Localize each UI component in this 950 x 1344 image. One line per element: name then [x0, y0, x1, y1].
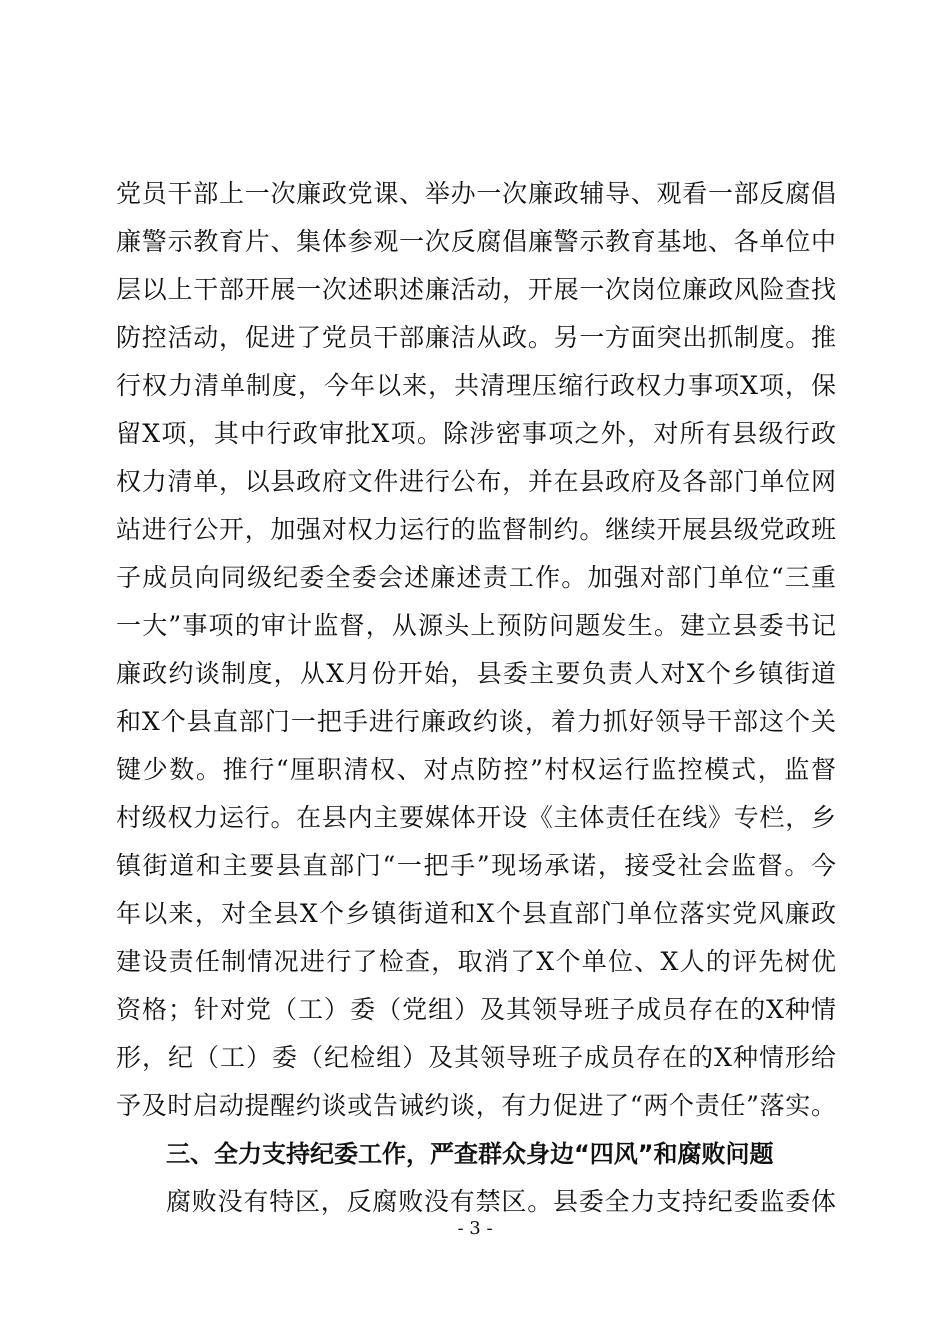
- body-text-line: 村级权力运行。在县内主要媒体开设《主体责任在线》专栏，乡: [116, 803, 836, 832]
- body-text-line: 资格；针对党（工）委（党组）及其领导班子成员存在的X种情: [116, 995, 836, 1024]
- body-text-line: 一大”事项的审计监督，从源头上预防问题发生。建立县委书记: [116, 611, 836, 640]
- body-text-line: 层以上干部开展一次述职述廉活动，开展一次岗位廉政风险查找: [116, 275, 836, 304]
- body-text-line: 防控活动，促进了党员干部廉洁从政。另一方面突出抓制度。推: [116, 323, 836, 352]
- section-heading: 三、全力支持纪委工作，严查群众身边“四风”和腐败问题: [166, 1140, 774, 1168]
- body-text-line: 行权力清单制度，今年以来，共清理压缩行政权力事项X项，保: [116, 371, 836, 400]
- page-number: - 3 -: [457, 1218, 493, 1239]
- body-text-line: 建设责任制情况进行了检查，取消了X个单位、X人的评先树优: [116, 947, 836, 976]
- body-text-line: 留X项，其中行政审批X项。除涉密事项之外，对所有县级行政: [116, 419, 836, 448]
- body-text-line: 镇街道和主要县直部门“一把手”现场承诺，接受社会监督。今: [116, 851, 836, 880]
- body-text-line: 站进行公开，加强对权力运行的监督制约。继续开展县级党政班: [116, 515, 836, 544]
- body-text-line: 廉政约谈制度，从X月份开始，县委主要负责人对X个乡镇街道: [116, 659, 836, 688]
- body-text-line: 键少数。推行“厘职清权、对点防控”村权运行监控模式，监督: [116, 755, 836, 784]
- body-text-line: 子成员向同级纪委全委会述廉述责工作。加强对部门单位“三重: [116, 563, 836, 592]
- body-text-line: 廉警示教育片、集体参观一次反腐倡廉警示教育基地、各单位中: [116, 227, 836, 256]
- body-text-line: 权力清单，以县政府文件进行公布，并在县政府及各部门单位网: [116, 467, 836, 496]
- body-text-line: 形，纪（工）委（纪检组）及其领导班子成员存在的X种情形给: [116, 1043, 836, 1072]
- body-text-line: 党员干部上一次廉政党课、举办一次廉政辅导、观看一部反腐倡: [116, 179, 836, 208]
- body-text-line: 予及时启动提醒约谈或告诫约谈，有力促进了“两个责任”落实。: [116, 1091, 836, 1120]
- body-text-line: 年以来，对全县X个乡镇街道和X个县直部门单位落实党风廉政: [116, 899, 836, 928]
- body-text-line: 和X个县直部门一把手进行廉政约谈，着力抓好领导干部这个关: [116, 707, 836, 736]
- body-text-line: 腐败没有特区，反腐败没有禁区。县委全力支持纪委监委体: [166, 1187, 836, 1216]
